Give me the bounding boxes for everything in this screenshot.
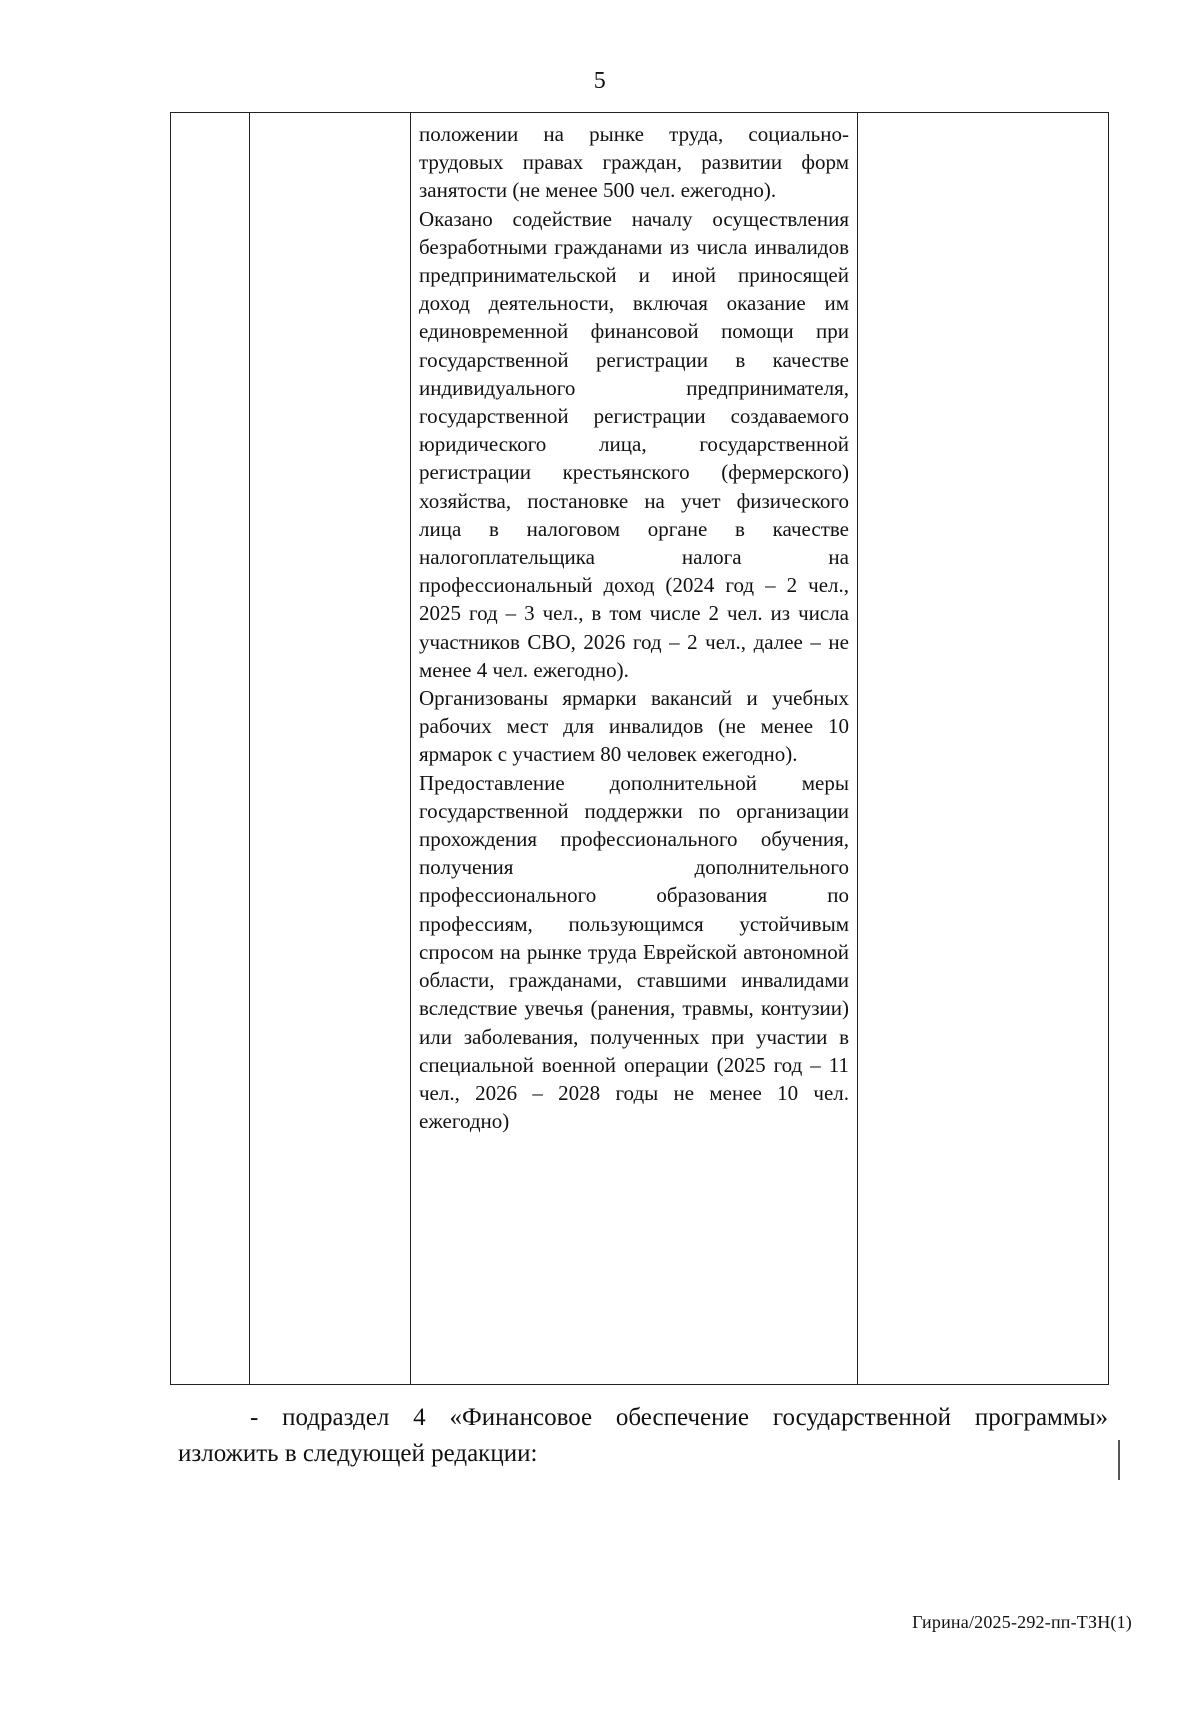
results-text xyxy=(411,113,857,1141)
closing-paragraph-text: - подраздел 4 «Финансовое обеспечение государственной программы» изложить в следующей редакции: xyxy=(178,1404,1108,1467)
document-code: Гирина/2025-292-пп-ТЗН(1) xyxy=(912,1612,1132,1632)
margin-mark xyxy=(1118,1440,1120,1480)
table-cell-number xyxy=(171,113,250,1385)
page-number: 5 xyxy=(593,68,607,94)
results-paragraph: положении на рынке труда, социально-трудовых правах граждан, развитии форм занятости (не менее 500 чел. ежегодно). xyxy=(419,122,849,203)
table-cell-name xyxy=(250,113,411,1385)
results-paragraph: Организованы ярмарки вакансий и учебных рабочих мест для инвалидов (не менее 10 ярмарок с участием 80 человек ежегодно). xyxy=(419,686,849,767)
results-paragraph: Предоставление дополнительной меры государственной поддержки по организации прохождения профессионального обучения, получения дополнительного профессионального образования по профессиям, пользующимся устойчивым спросом на рынке труда Еврейской автономной области, гражданами, ставшими инвалидами вследствие увечья (ранения, травмы, контузии) или заболевания, полученных при участии в специальной военной операции (2025 год – 11 чел., 2026 – 2028 годы не менее 10 чел. ежегодно) xyxy=(419,770,849,1134)
results-paragraph: Оказано содействие началу осуществления безработными гражданами из числа инвалидов предпринимательской и иной приносящей доход деятельности, включая оказание им единовременной финансовой помощи при государственной регистрации в качестве индивидуального предпринимателя, государственной регистрации создаваемого юридического лица, государственной регистрации крестьянского (фермерского) хозяйства, постановке на учет физического лица в налоговом органе в качестве налогоплательщика налога на профессиональный доход (2024 год – 2 чел., 2025 год – 3 чел., в том числе 2 чел. из числа участников СВО, 2026 год – 2 чел., далее – не менее 4 чел. ежегодно). xyxy=(419,206,849,682)
program-table xyxy=(170,112,1109,1385)
table-row xyxy=(171,113,1109,1385)
table-cell-notes xyxy=(858,113,1109,1385)
table-cell-results xyxy=(411,113,858,1385)
closing-paragraph xyxy=(178,1400,1108,1472)
